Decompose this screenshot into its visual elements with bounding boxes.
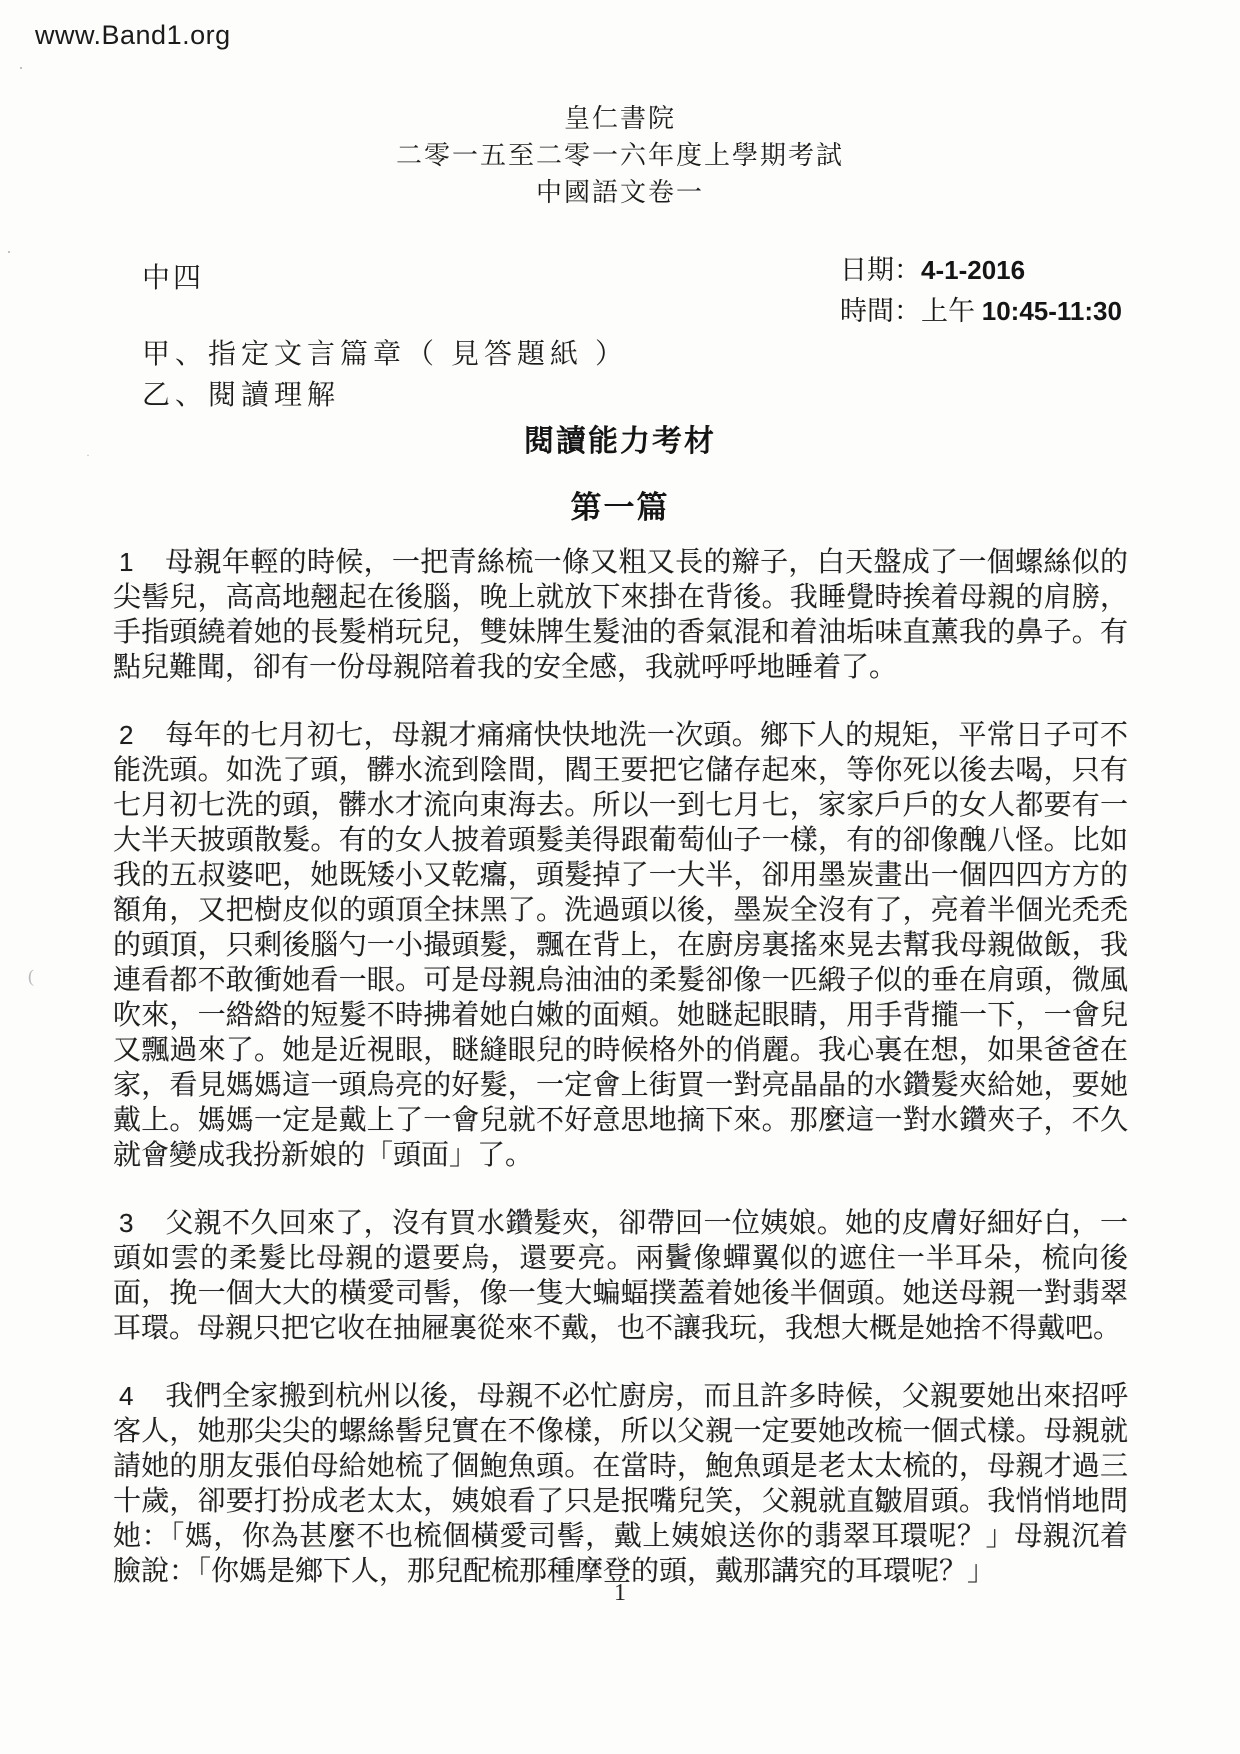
time-value: 10:45-11:30 (981, 296, 1122, 326)
passage-paragraph (113, 545, 1128, 685)
scan-artifact: ( (28, 966, 34, 986)
exam-session: 二零一五至二零一六年度上學期考試 (395, 141, 844, 170)
date-label: 日期： (840, 255, 921, 285)
paragraph-text: 我們全家搬到杭州以後，母親不必忙廚房，而且許多時候，父親要她出來招呼客人，她那尖尖的螺絲髻兒實在不像樣，所以父親一定要她改梳一個式樣。母親就請她的朋友張伯母給她梳了個鮑魚頭。在當時，鮑魚頭是老太太梳的，母親才過三十歲，卻要打扮成老太太，姨娘看了只是抿嘴兒笑，父親就直皺眉頭。我悄悄地問她：「媽，你為甚麼不也梳個橫愛司髻，戴上姨娘送你的翡翠耳環呢？」母親沉着臉說：「你媽是鄉下人，那兒配梳那種摩登的頭，戴那講究的耳環呢？」 (113, 1381, 1128, 1587)
school-name: 皇仁書院 (563, 104, 676, 133)
exam-date-line (840, 250, 1122, 291)
paragraph-number: 4 (119, 1381, 134, 1411)
paragraph-number: 1 (119, 547, 134, 577)
paragraph-number: 2 (119, 720, 134, 750)
time-ampm: 上午 (921, 296, 982, 326)
paragraph-number: 3 (119, 1208, 134, 1238)
scan-artifact: · (6, 242, 12, 262)
section-list (142, 334, 628, 416)
reading-material-heading: 閱讀能力考材 (524, 425, 716, 458)
exam-time-line (840, 291, 1122, 332)
scan-artifact: · (86, 448, 90, 462)
watermark-url: www.Band1.org (35, 20, 231, 50)
passage-heading: 第一篇 (570, 490, 670, 525)
exam-datetime-block (840, 250, 1122, 332)
passage-paragraph (113, 1206, 1128, 1346)
passage-paragraph (113, 718, 1128, 1173)
passage-body (113, 545, 1128, 1622)
class-level: 中四 (142, 263, 205, 294)
section-item-a: 甲、指定文言篇章（ 見答題紙 ） (142, 339, 629, 370)
exam-title-block (0, 100, 1240, 211)
date-value: 4-1-2016 (921, 255, 1026, 285)
scan-artifact: · (18, 58, 24, 78)
paragraph-text: 每年的七月初七，母親才痛痛快快地洗一次頭。鄉下人的規矩，平常日子可不能洗頭。如洗了頭，髒水流到陰間，閻王要把它儲存起來，等你死以後去喝，只有七月初七洗的頭，髒水才流向東海去。所以一到七月七，家家戶戶的女人都要有一大半天披頭散髮。有的女人披着頭髮美得跟葡萄仙子一樣，有的卻像醜八怪。比如我的五叔婆吧，她既矮小又乾癟，頭髮掉了一大半，卻用墨炭畫出一個四四方方的額角，又把樹皮似的頭頂全抹黑了。洗過頭以後，墨炭全沒有了，亮着半個光禿禿的頭頂，只剩後腦勺一小撮頭髮，飄在背上，在廚房裏搖來晃去幫我母親做飯，我連看都不敢衝她看一眼。可是母親烏油油的柔髮卻像一匹緞子似的垂在肩頭，微風吹來，一綹綹的短髮不時拂着她白嫩的面頰。她瞇起眼睛，用手背攏一下，一會兒又飄過來了。她是近視眼，瞇縫眼兒的時候格外的俏麗。我心裏在想，如果爸爸在家，看見媽媽這一頭烏亮的好髮，一定會上街買一對亮晶晶的水鑽髮夾給她，要她戴上。媽媽一定是戴上了一會兒就不好意思地摘下來。那麼這一對水鑽夾子，不久就會變成我扮新娘的「頭面」了。 (113, 720, 1128, 1171)
paper-name: 中國語文卷一 (535, 178, 704, 207)
time-label: 時間： (840, 296, 921, 326)
page-number: 1 (614, 1580, 626, 1606)
paragraph-text: 父親不久回來了，沒有買水鑽髮夾，卻帶回一位姨娘。她的皮膚好細好白，一頭如雲的柔髮比母親的還要烏，還要亮。兩鬢像蟬翼似的遮住一半耳朵，梳向後面，挽一個大大的橫愛司髻，像一隻大蝙蝠撲蓋着她後半個頭。她送母親一對翡翠耳環。母親只把它收在抽屜裏從來不戴，也不讓我玩，我想大概是她捨不得戴吧。 (113, 1208, 1128, 1344)
section-item-b: 乙、閱讀理解 (142, 380, 341, 411)
paragraph-text: 母親年輕的時候，一把青絲梳一條又粗又長的辮子，白天盤成了一個螺絲似的尖髻兒，高高地翹起在後腦，晚上就放下來掛在背後。我睡覺時挨着母親的肩膀，手指頭繞着她的長髮梢玩兒，雙妹牌生髮油的香氣混和着油垢味直薰我的鼻子。有點兒難聞，卻有一份母親陪着我的安全感，我就呼呼地睡着了。 (113, 547, 1128, 683)
passage-paragraph (113, 1379, 1128, 1589)
